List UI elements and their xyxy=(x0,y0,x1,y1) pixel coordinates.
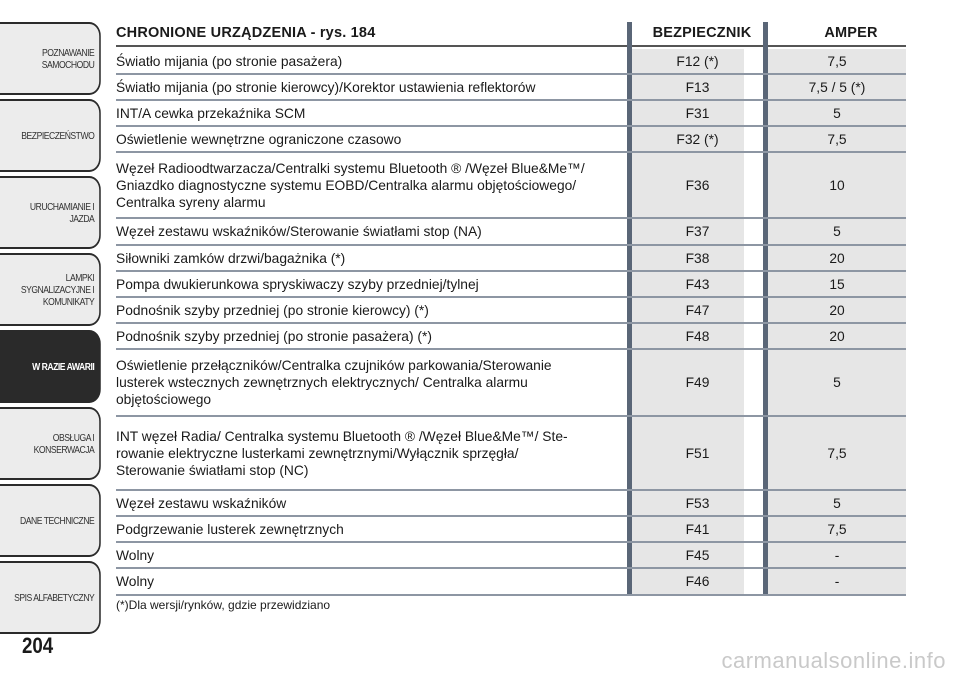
fuse-cell: F49 xyxy=(685,375,710,390)
table-header xyxy=(116,22,906,47)
tab-label: DANE TECHNICZNE xyxy=(20,514,95,527)
tab-label: LAMPKI SYGNALIZACYJNE I KOMUNIKATY xyxy=(20,271,95,308)
fuse-cell: F51 xyxy=(685,445,710,461)
fuse-cell: F36 xyxy=(685,177,710,193)
fuse-cell: F43 xyxy=(685,276,710,292)
amp-cell: 7,5 xyxy=(827,53,847,69)
table-row xyxy=(116,75,906,101)
fuse-cell: F47 xyxy=(685,302,710,318)
amp-cell: - xyxy=(834,547,840,563)
amp-cell: 5 xyxy=(833,495,841,511)
table-row xyxy=(116,298,906,324)
fuse-cell: F53 xyxy=(685,495,710,511)
fuse-cell: F13 xyxy=(685,79,710,95)
device-cell: Węzeł zestawu wskaźników xyxy=(116,495,287,511)
device-cell: Węzeł Radioodtwarzacza/Centralki systemu Bluetooth ® /Węzeł Blue&Me™/ Gniazdko diagnostyczne systemu EOBD/Centralka alarmu objętościowego/ Centralka syreny alarmu xyxy=(116,160,585,210)
device-cell: Siłowniki zamków drzwi/bagażnika (*) xyxy=(116,250,346,266)
fuse-cell: F41 xyxy=(685,521,710,537)
table-row xyxy=(116,324,906,350)
fuse-cell: F48 xyxy=(685,328,710,344)
amp-cell: 10 xyxy=(829,177,845,193)
device-cell: Węzeł zestawu wskaźników/Sterowanie światłami stop (NA) xyxy=(116,224,482,239)
amp-cell: 20 xyxy=(829,328,845,344)
device-cell: Światło mijania (po stronie kierowcy)/Korektor ustawienia reflektorów xyxy=(116,79,536,95)
tab-label: URUCHAMIANIE I JAZDA xyxy=(29,200,95,225)
table-row xyxy=(116,272,906,298)
device-cell: Podgrzewanie lusterek zewnętrznych xyxy=(116,521,344,537)
tab-spis-alfabetyczny[interactable] xyxy=(0,561,101,634)
table-row xyxy=(116,101,906,127)
amp-cell: 20 xyxy=(829,302,845,318)
amp-cell: 7,5 / 5 (*) xyxy=(808,79,866,95)
device-cell: Podnośnik szyby przedniej (po stronie kierowcy) (*) xyxy=(116,302,429,318)
amp-cell: 20 xyxy=(829,250,845,266)
table-row xyxy=(116,350,906,417)
tab-dane-techniczne[interactable] xyxy=(0,484,101,557)
tab-uruchamianie-i-jazda[interactable] xyxy=(0,176,101,249)
device-cell: Wolny xyxy=(116,547,155,563)
fuse-cell: F31 xyxy=(685,105,710,121)
amp-cell: 7,5 xyxy=(827,131,847,147)
tab-label: POZNAWANIE SAMOCHODU xyxy=(41,46,95,71)
tab-label: W RAZIE AWARII xyxy=(32,360,95,373)
tab-label: BEZPIECZEŃSTWO xyxy=(21,129,95,142)
page-number: 204 xyxy=(22,633,54,658)
fuse-cell: F46 xyxy=(685,574,710,589)
device-cell: Podnośnik szyby przedniej (po stronie pasażera) (*) xyxy=(116,328,432,344)
amp-cell: 5 xyxy=(833,224,841,239)
table-row xyxy=(116,49,906,75)
amp-cell: 7,5 xyxy=(827,445,847,461)
tab-obsluga-i-konserwacja[interactable] xyxy=(0,407,101,480)
amp-cell: 5 xyxy=(833,105,841,121)
table-row xyxy=(116,127,906,153)
header-amp: AMPER xyxy=(824,25,878,41)
table-row xyxy=(116,417,906,491)
device-cell: INT węzeł Radia/ Centralka systemu Bluetooth ® /Węzeł Blue&Me™/ Ste- rowanie elektryczne lusterkami zewnętrznymi/Wyłącznik sprzęgła/ Sterowanie światłami stop (NC) xyxy=(116,428,568,478)
table-row xyxy=(116,569,906,596)
amp-cell: 5 xyxy=(833,375,841,390)
tab-label: SPIS ALFABETYCZNY xyxy=(14,591,95,604)
footnote: (*)Dla wersji/rynków, gdzie przewidziano xyxy=(116,598,331,612)
tab-poznawanie-samochodu[interactable] xyxy=(0,22,101,95)
device-cell: Pompa dwukierunkowa spryskiwaczy szyby przedniej/tylnej xyxy=(116,276,479,292)
fuse-cell: F32 (*) xyxy=(676,131,719,147)
table-row xyxy=(116,491,906,517)
amp-cell: 7,5 xyxy=(827,521,847,537)
fuse-cell: F12 (*) xyxy=(676,53,719,69)
header-protected-devices: CHRONIONE URZĄDZENIA - rys. 184 xyxy=(116,25,376,41)
table-row xyxy=(116,153,906,219)
fuse-cell: F37 xyxy=(685,224,710,239)
fuse-cell: F38 xyxy=(685,250,710,266)
amp-cell: 15 xyxy=(829,276,845,292)
amp-cell: - xyxy=(834,574,840,589)
table-row xyxy=(116,246,906,272)
device-cell: Oświetlenie przełączników/Centralka czujników parkowania/Sterowanie lusterek wstecznych zewnętrznych elektrycznych/ Centralka alarmu objętościowego xyxy=(116,358,552,407)
watermark: carmanualsonline.info xyxy=(721,648,946,673)
tab-bezpieczenstwo[interactable] xyxy=(0,99,101,172)
device-cell: Światło mijania (po stronie pasażera) xyxy=(116,53,343,69)
header-fuse: BEZPIECZNIK xyxy=(652,25,752,41)
device-cell: INT/A cewka przekaźnika SCM xyxy=(116,105,306,121)
table-row xyxy=(116,517,906,543)
table-row xyxy=(116,543,906,569)
device-cell: Oświetlenie wewnętrzne ograniczone czasowo xyxy=(116,131,402,147)
tab-lampki-sygnalizacyjne[interactable] xyxy=(0,253,101,326)
fuse-cell: F45 xyxy=(685,547,710,563)
tab-w-razie-awarii[interactable] xyxy=(0,330,101,403)
tab-label: OBSŁUGA I KONSERWACJA xyxy=(33,431,95,456)
device-cell: Wolny xyxy=(116,574,155,589)
table-row xyxy=(116,219,906,246)
